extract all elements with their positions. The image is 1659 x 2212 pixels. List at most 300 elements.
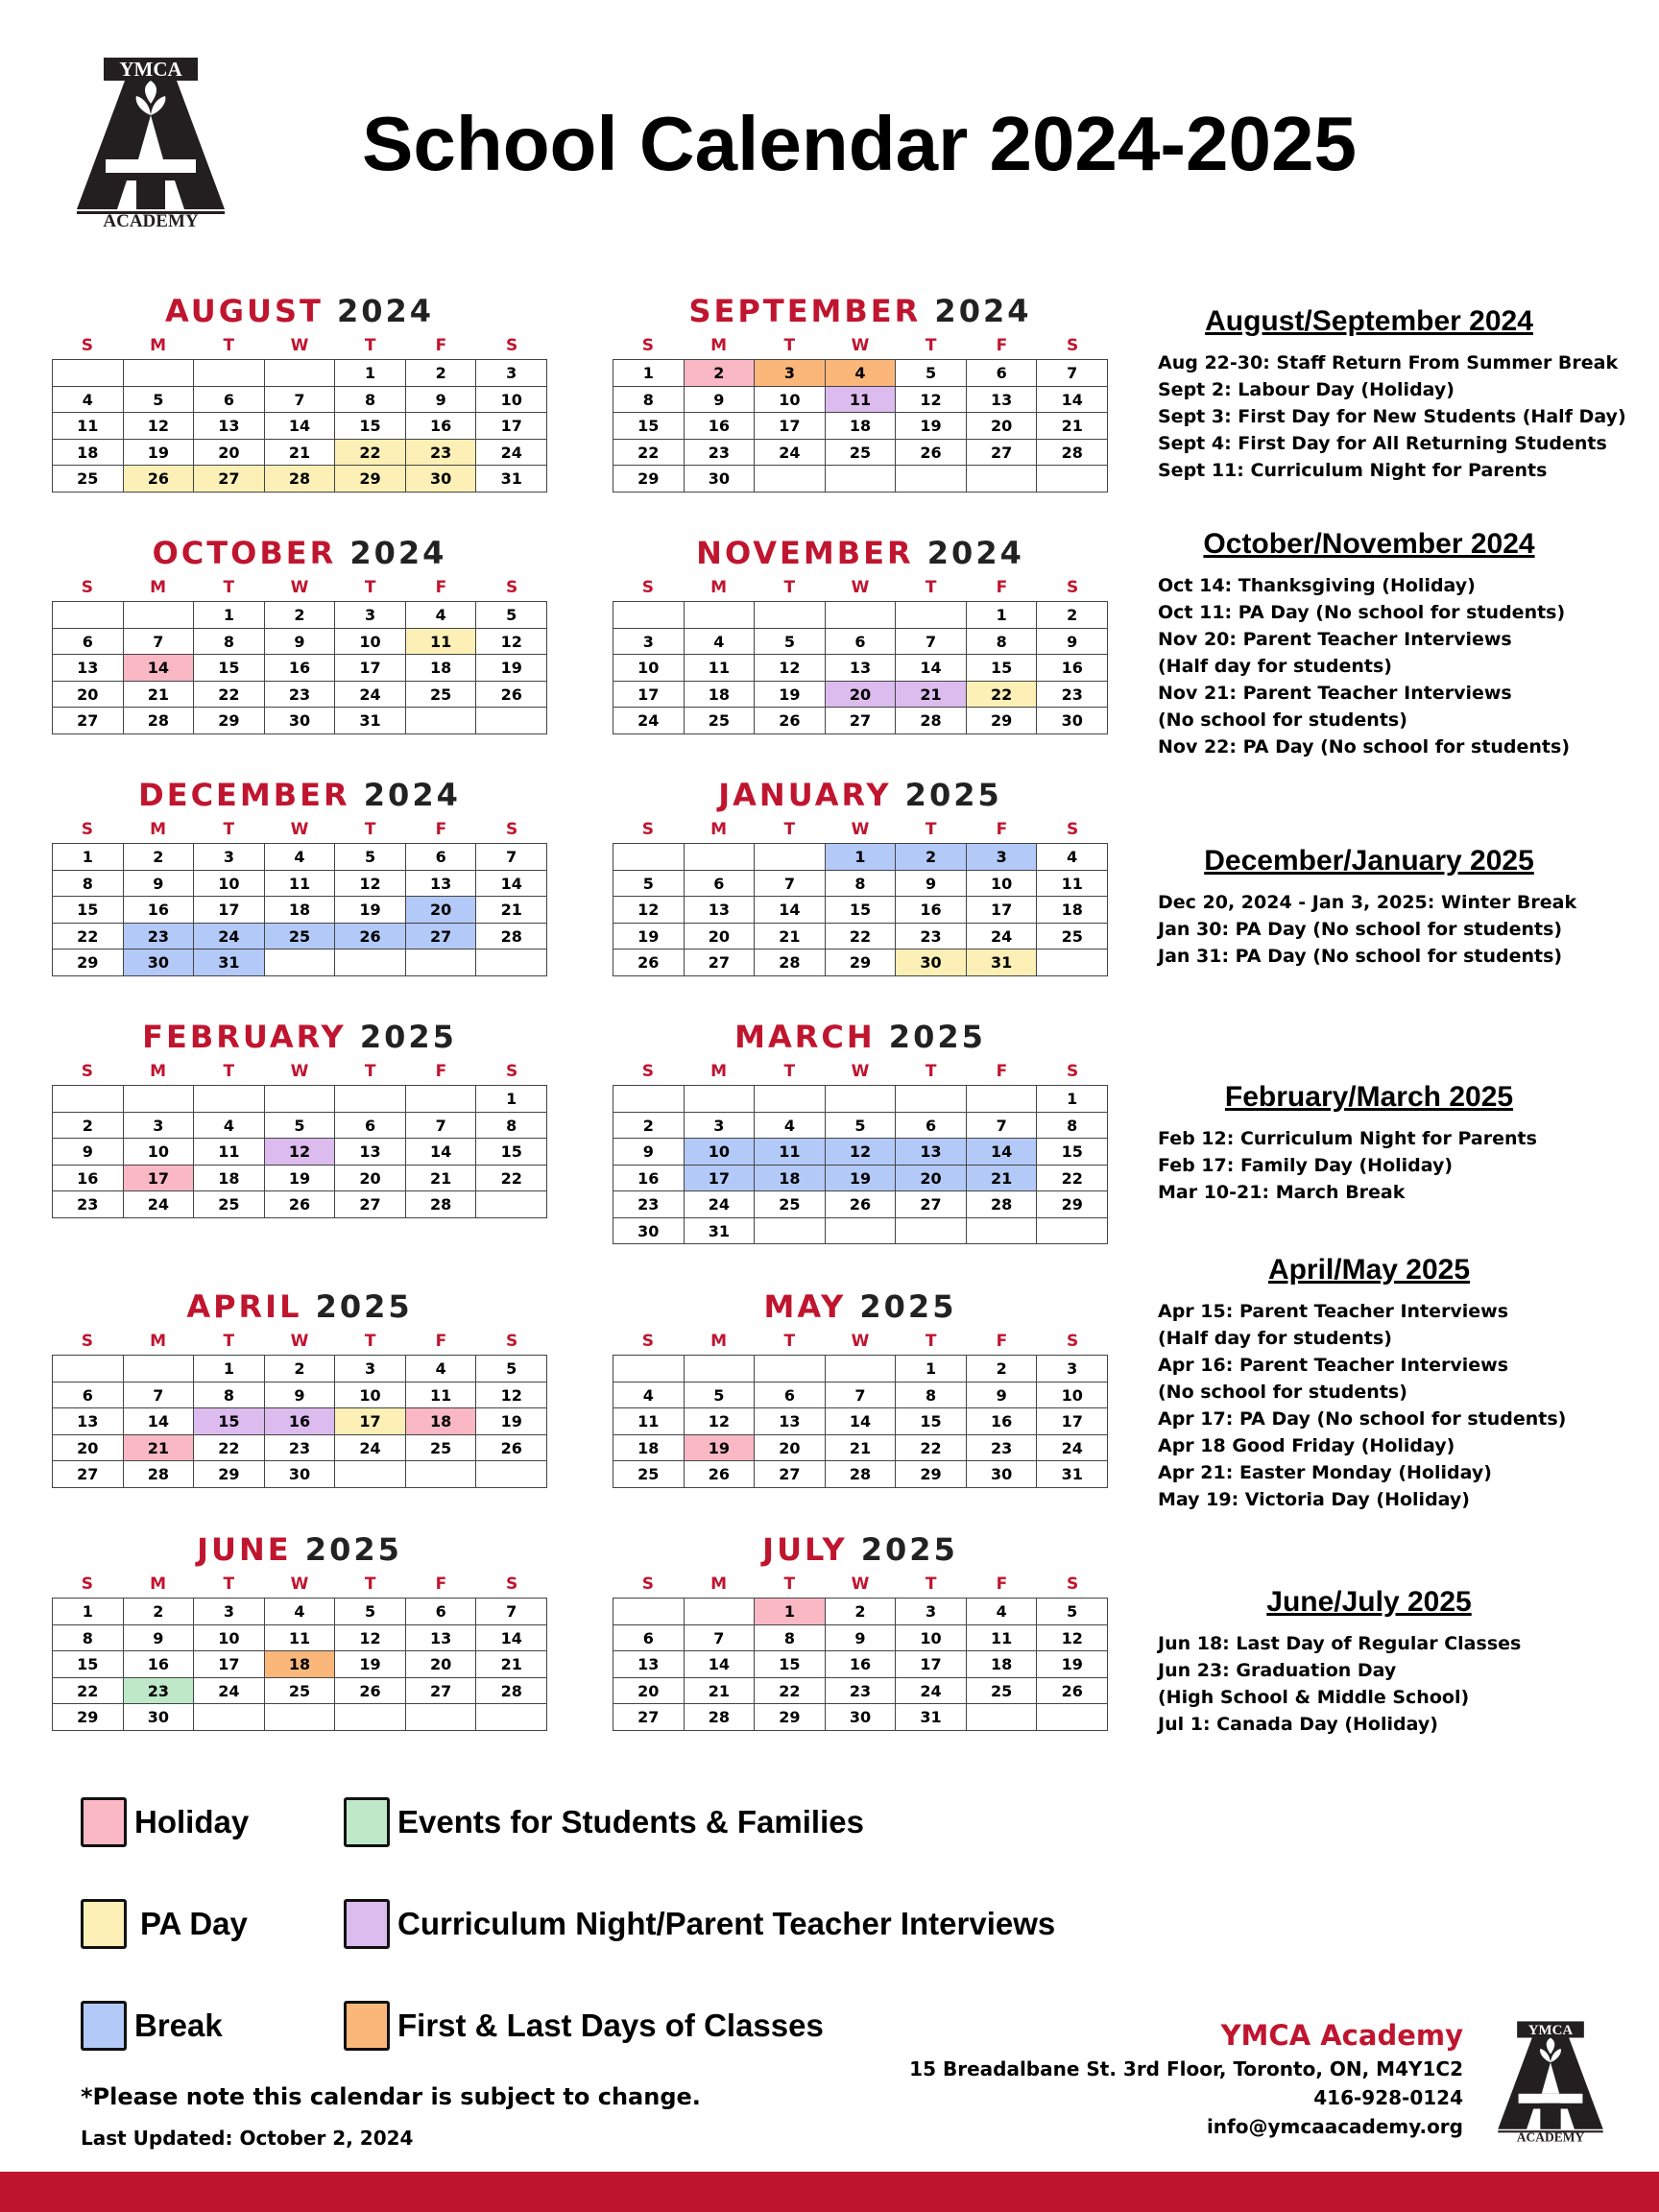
- day-cell: 10: [755, 387, 826, 414]
- legend-swatch: [81, 1899, 127, 1949]
- weekday-header: [52, 332, 547, 359]
- day-cell: 15: [613, 413, 685, 440]
- weekday-header: [52, 1058, 547, 1085]
- empty-cell: [826, 602, 897, 629]
- day-cell: 7: [476, 844, 547, 871]
- event-line: Nov 20: Parent Teacher Interviews: [1158, 629, 1512, 650]
- weekday-label: M: [150, 1062, 167, 1081]
- weekday-label: T: [364, 1575, 376, 1594]
- day-cell: 16: [53, 1166, 124, 1192]
- day-cell: 22: [896, 1435, 967, 1462]
- event-line: Oct 14: Thanksgiving (Holiday): [1158, 575, 1476, 596]
- weekday-header: [52, 574, 547, 601]
- day-cell: 26: [476, 682, 547, 709]
- day-cell: 17: [124, 1166, 195, 1192]
- weekday-label: W: [851, 1062, 870, 1081]
- event-line: Feb 12: Curriculum Night for Parents: [1158, 1128, 1537, 1149]
- day-cell: 27: [406, 1678, 477, 1705]
- day-cell: 16: [967, 1408, 1038, 1435]
- day-cell: 22: [476, 1166, 547, 1192]
- event-line: Apr 21: Easter Monday (Holiday): [1158, 1462, 1492, 1483]
- month-name: FEBRUARY: [142, 1019, 347, 1055]
- event-line: Jan 31: PA Day (No school for students): [1158, 946, 1563, 967]
- event-line: Jul 1: Canada Day (Holiday): [1158, 1714, 1438, 1735]
- weekday-label: F: [435, 1062, 447, 1081]
- day-cell: 10: [476, 387, 547, 414]
- day-cell: 21: [476, 1651, 547, 1678]
- empty-cell: [53, 1086, 124, 1113]
- day-cell: 26: [476, 1435, 547, 1462]
- day-cell: 20: [685, 924, 756, 950]
- month-year: 2024: [926, 535, 1024, 571]
- day-cell: 13: [335, 1139, 406, 1166]
- month-year: 2025: [315, 1288, 413, 1325]
- day-cell: 12: [335, 1625, 406, 1652]
- empty-cell: [613, 1599, 685, 1625]
- month-calendar-october: [52, 532, 547, 734]
- month-title: [613, 290, 1108, 332]
- weekday-label: W: [290, 578, 309, 597]
- day-cell: 23: [265, 682, 336, 709]
- weekday-label: F: [996, 1062, 1008, 1081]
- day-cell: 6: [967, 360, 1038, 387]
- day-cell: 20: [826, 682, 897, 709]
- day-cell: 12: [826, 1139, 897, 1166]
- empty-cell: [685, 1086, 756, 1113]
- email[interactable]: info@ymcaacademy.org: [1206, 2115, 1463, 2138]
- month-name: DECEMBER: [138, 777, 350, 813]
- month-year: 2024: [349, 535, 447, 571]
- day-cell: 4: [967, 1599, 1038, 1625]
- day-cell: 14: [476, 871, 547, 898]
- empty-cell: [265, 1704, 336, 1731]
- day-cell: 1: [335, 360, 406, 387]
- day-cell: 2: [53, 1113, 124, 1140]
- weekday-label: M: [710, 820, 728, 839]
- day-cell: 17: [896, 1651, 967, 1678]
- day-cell: 15: [1037, 1139, 1108, 1166]
- day-cell: 2: [613, 1113, 685, 1140]
- day-cell: 28: [1037, 440, 1108, 467]
- day-cell: 16: [613, 1166, 685, 1192]
- day-cell: 28: [896, 708, 967, 734]
- day-cell: 21: [124, 1435, 195, 1462]
- day-cell: 4: [194, 1113, 265, 1140]
- event-line: May 19: Victoria Day (Holiday): [1158, 1489, 1470, 1510]
- day-cell: 13: [406, 1625, 477, 1652]
- day-cell: 15: [896, 1408, 967, 1435]
- day-cell: 30: [826, 1704, 897, 1731]
- weekday-label: S: [1067, 336, 1079, 355]
- day-cell: 26: [335, 1678, 406, 1705]
- day-cell: 21: [406, 1166, 477, 1192]
- month-calendar-january: [613, 774, 1108, 976]
- day-cell: 22: [826, 924, 897, 950]
- weekday-label: F: [435, 1575, 447, 1594]
- weekday-label: S: [1067, 820, 1079, 839]
- day-cell: 25: [406, 682, 477, 709]
- day-cell: 1: [476, 1086, 547, 1113]
- day-cell: 22: [755, 1678, 826, 1705]
- day-cell: 14: [685, 1651, 756, 1678]
- day-cell: 15: [755, 1651, 826, 1678]
- event-line: Apr 15: Parent Teacher Interviews: [1158, 1301, 1509, 1322]
- month-name: JUNE: [197, 1531, 292, 1568]
- day-cell: 31: [967, 950, 1038, 976]
- day-grid: [613, 359, 1108, 493]
- day-cell: 21: [265, 440, 336, 467]
- weekday-label: T: [783, 336, 796, 355]
- day-cell: 18: [1037, 897, 1108, 924]
- day-cell: 27: [53, 1461, 124, 1488]
- day-cell: 27: [755, 1461, 826, 1488]
- empty-cell: [826, 1218, 897, 1245]
- day-cell: 11: [406, 1382, 477, 1409]
- page-title: School Calendar 2024-2025: [361, 101, 1358, 186]
- event-line: Sept 2: Labour Day (Holiday): [1158, 379, 1455, 400]
- month-calendar-may: [613, 1286, 1108, 1488]
- day-cell: 2: [896, 844, 967, 871]
- day-cell: 14: [476, 1625, 547, 1652]
- weekday-label: T: [223, 1332, 235, 1351]
- weekday-label: M: [150, 1575, 167, 1594]
- day-cell: 15: [194, 1408, 265, 1435]
- day-cell: 24: [335, 1435, 406, 1462]
- event-line: Sept 3: First Day for New Students (Half Day): [1158, 406, 1626, 427]
- weekday-label: W: [290, 820, 309, 839]
- disclaimer-note: *Please note this calendar is subject to change.: [81, 2083, 701, 2110]
- empty-cell: [1037, 1704, 1108, 1731]
- month-year: 2025: [904, 777, 1002, 813]
- day-cell: 19: [896, 413, 967, 440]
- weekday-label: F: [996, 820, 1008, 839]
- month-title: [613, 1016, 1108, 1058]
- day-cell: 28: [265, 466, 336, 493]
- day-cell: 18: [194, 1166, 265, 1192]
- event-line: (Half day for students): [1158, 656, 1392, 677]
- day-cell: 3: [335, 1356, 406, 1382]
- month-name: AUGUST: [164, 293, 324, 329]
- legend-swatch: [81, 1797, 127, 1847]
- day-cell: 25: [613, 1461, 685, 1488]
- month-calendar-february: [52, 1016, 547, 1218]
- weekday-label: W: [290, 1332, 309, 1351]
- empty-cell: [406, 950, 477, 976]
- day-cell: 27: [335, 1191, 406, 1218]
- section-title: June/July 2025: [1266, 1586, 1472, 1618]
- day-cell: 23: [685, 440, 756, 467]
- day-cell: 6: [53, 1382, 124, 1409]
- month-calendar-august: [52, 290, 547, 493]
- day-cell: 3: [194, 844, 265, 871]
- day-grid: [613, 1355, 1108, 1488]
- day-cell: 24: [685, 1191, 756, 1218]
- month-calendar-june: [52, 1528, 547, 1731]
- day-cell: 3: [124, 1113, 195, 1140]
- day-grid: [52, 359, 547, 493]
- event-line: Sept 11: Curriculum Night for Parents: [1158, 460, 1548, 481]
- day-cell: 29: [755, 1704, 826, 1731]
- day-cell: 1: [53, 1599, 124, 1625]
- day-cell: 10: [896, 1625, 967, 1652]
- empty-cell: [406, 1461, 477, 1488]
- empty-cell: [335, 950, 406, 976]
- weekday-header: [613, 332, 1108, 359]
- day-cell: 19: [335, 897, 406, 924]
- day-cell: 29: [967, 708, 1038, 734]
- day-cell: 23: [124, 924, 195, 950]
- logo-small-text-top: YMCA: [1527, 2022, 1574, 2038]
- weekday-label: S: [1067, 1575, 1079, 1594]
- month-calendar-november: [613, 532, 1108, 734]
- day-cell: 5: [613, 871, 685, 898]
- month-title: [613, 774, 1108, 816]
- day-cell: 9: [124, 1625, 195, 1652]
- weekday-label: S: [641, 1062, 654, 1081]
- day-cell: 26: [124, 466, 195, 493]
- day-cell: 8: [755, 1625, 826, 1652]
- weekday-label: M: [710, 1575, 728, 1594]
- day-cell: 16: [124, 1651, 195, 1678]
- day-cell: 20: [406, 897, 477, 924]
- day-cell: 16: [265, 1408, 336, 1435]
- day-cell: 5: [335, 844, 406, 871]
- day-cell: 8: [1037, 1113, 1108, 1140]
- empty-cell: [613, 1086, 685, 1113]
- day-cell: 8: [53, 1625, 124, 1652]
- day-cell: 11: [265, 1625, 336, 1652]
- day-grid: [613, 843, 1108, 976]
- day-cell: 25: [685, 708, 756, 734]
- empty-cell: [476, 1191, 547, 1218]
- day-cell: 22: [335, 440, 406, 467]
- day-cell: 29: [53, 1704, 124, 1731]
- weekday-label: T: [223, 1575, 235, 1594]
- day-cell: 10: [335, 1382, 406, 1409]
- day-cell: 14: [896, 655, 967, 682]
- month-name: OCTOBER: [152, 535, 337, 571]
- weekday-label: T: [925, 820, 937, 839]
- day-cell: 13: [406, 871, 477, 898]
- day-cell: 16: [826, 1651, 897, 1678]
- day-cell: 20: [335, 1166, 406, 1192]
- last-updated: Last Updated: October 2, 2024: [81, 2127, 414, 2150]
- day-cell: 24: [967, 924, 1038, 950]
- day-cell: 1: [826, 844, 897, 871]
- day-cell: 22: [967, 682, 1038, 709]
- day-cell: 12: [755, 655, 826, 682]
- legend-swatch: [344, 2001, 390, 2051]
- legend-pa-day: [81, 1899, 248, 1949]
- weekday-label: M: [710, 1062, 728, 1081]
- day-cell: 4: [265, 1599, 336, 1625]
- day-cell: 29: [53, 950, 124, 976]
- day-cell: 24: [194, 1678, 265, 1705]
- empty-cell: [685, 1599, 756, 1625]
- weekday-label: T: [783, 1575, 796, 1594]
- empty-cell: [685, 1356, 756, 1382]
- day-cell: 18: [967, 1651, 1038, 1678]
- day-cell: 1: [1037, 1086, 1108, 1113]
- day-cell: 28: [124, 1461, 195, 1488]
- day-cell: 20: [896, 1166, 967, 1192]
- month-title: [613, 1286, 1108, 1328]
- day-cell: 4: [755, 1113, 826, 1140]
- empty-cell: [896, 1218, 967, 1245]
- weekday-label: T: [925, 1575, 937, 1594]
- logo-text-bottom: ACADEMY: [103, 211, 199, 228]
- legend-label: PA Day: [140, 1906, 248, 1941]
- day-cell: 15: [335, 413, 406, 440]
- legend-holiday: [81, 1797, 249, 1847]
- weekday-label: T: [223, 578, 235, 597]
- day-cell: 31: [896, 1704, 967, 1731]
- day-cell: 27: [194, 466, 265, 493]
- day-cell: 3: [613, 629, 685, 656]
- day-cell: 12: [896, 387, 967, 414]
- event-line: Apr 18 Good Friday (Holiday): [1158, 1435, 1455, 1456]
- weekday-label: W: [290, 1575, 309, 1594]
- day-cell: 11: [826, 387, 897, 414]
- day-cell: 13: [896, 1139, 967, 1166]
- day-cell: 12: [613, 897, 685, 924]
- day-cell: 17: [1037, 1408, 1108, 1435]
- address: 15 Breadalbane St. 3rd Floor, Toronto, ON, M4Y1C2: [909, 2057, 1463, 2080]
- weekday-label: W: [851, 1332, 870, 1351]
- legend-curriculum: [344, 1899, 1055, 1949]
- month-title: [52, 774, 547, 816]
- section-lines: [1158, 349, 1626, 484]
- day-cell: 21: [826, 1435, 897, 1462]
- weekday-label: S: [1067, 1062, 1079, 1081]
- phone: 416-928-0124: [1313, 2086, 1463, 2109]
- day-cell: 19: [476, 655, 547, 682]
- day-cell: 16: [1037, 655, 1108, 682]
- month-year: 2025: [860, 1531, 958, 1568]
- weekday-label: S: [81, 1332, 93, 1351]
- day-cell: 24: [613, 708, 685, 734]
- day-cell: 3: [476, 360, 547, 387]
- weekday-label: M: [150, 336, 167, 355]
- weekday-label: F: [996, 1575, 1008, 1594]
- day-cell: 12: [265, 1139, 336, 1166]
- empty-cell: [967, 1086, 1038, 1113]
- empty-cell: [53, 360, 124, 387]
- day-cell: 3: [335, 602, 406, 629]
- day-cell: 13: [613, 1651, 685, 1678]
- day-cell: 29: [613, 466, 685, 493]
- day-cell: 20: [406, 1651, 477, 1678]
- day-cell: 9: [265, 629, 336, 656]
- day-cell: 5: [826, 1113, 897, 1140]
- month-name: JULY: [762, 1531, 848, 1568]
- day-cell: 11: [406, 629, 477, 656]
- weekday-label: F: [996, 578, 1008, 597]
- day-cell: 30: [124, 1704, 195, 1731]
- day-cell: 30: [685, 466, 756, 493]
- day-cell: 28: [476, 1678, 547, 1705]
- day-cell: 29: [335, 466, 406, 493]
- day-cell: 15: [476, 1139, 547, 1166]
- day-cell: 6: [755, 1382, 826, 1409]
- legend-label: Curriculum Night/Parent Teacher Interviews: [397, 1906, 1056, 1941]
- section-title: August/September 2024: [1205, 305, 1533, 337]
- month-year: 2024: [934, 293, 1032, 329]
- event-line: Apr 17: PA Day (No school for students): [1158, 1408, 1567, 1430]
- day-cell: 18: [755, 1166, 826, 1192]
- empty-cell: [476, 1704, 547, 1731]
- day-cell: 24: [896, 1678, 967, 1705]
- empty-cell: [826, 1356, 897, 1382]
- day-cell: 17: [335, 1408, 406, 1435]
- day-cell: 13: [755, 1408, 826, 1435]
- day-cell: 6: [53, 629, 124, 656]
- day-cell: 5: [476, 602, 547, 629]
- day-cell: 24: [124, 1191, 195, 1218]
- day-cell: 11: [265, 871, 336, 898]
- day-cell: 11: [685, 655, 756, 682]
- day-cell: 11: [613, 1408, 685, 1435]
- day-cell: 21: [476, 897, 547, 924]
- event-line: Jun 23: Graduation Day: [1158, 1660, 1397, 1681]
- empty-cell: [124, 1086, 195, 1113]
- day-cell: 8: [194, 629, 265, 656]
- month-title: [52, 1016, 547, 1058]
- weekday-label: W: [290, 1062, 309, 1081]
- day-cell: 7: [1037, 360, 1108, 387]
- day-cell: 26: [755, 708, 826, 734]
- day-grid: [613, 1085, 1108, 1244]
- day-cell: 22: [1037, 1166, 1108, 1192]
- month-calendar-april: [52, 1286, 547, 1488]
- day-cell: 1: [194, 1356, 265, 1382]
- day-cell: 2: [406, 360, 477, 387]
- day-cell: 26: [1037, 1678, 1108, 1705]
- day-cell: 5: [755, 629, 826, 656]
- month-year: 2025: [888, 1019, 986, 1055]
- month-title: [613, 532, 1108, 574]
- weekday-label: W: [851, 336, 870, 355]
- day-cell: 31: [194, 950, 265, 976]
- month-title: [613, 1528, 1108, 1571]
- day-cell: 9: [613, 1139, 685, 1166]
- day-cell: 15: [967, 655, 1038, 682]
- day-cell: 4: [406, 1356, 477, 1382]
- day-cell: 25: [826, 440, 897, 467]
- day-cell: 12: [476, 1382, 547, 1409]
- day-cell: 19: [265, 1166, 336, 1192]
- day-cell: 30: [406, 466, 477, 493]
- day-cell: 28: [406, 1191, 477, 1218]
- day-cell: 23: [124, 1678, 195, 1705]
- empty-cell: [53, 602, 124, 629]
- day-cell: 18: [265, 1651, 336, 1678]
- day-cell: 21: [1037, 413, 1108, 440]
- day-cell: 12: [1037, 1625, 1108, 1652]
- month-year: 2024: [363, 777, 461, 813]
- day-cell: 19: [755, 682, 826, 709]
- day-cell: 15: [53, 1651, 124, 1678]
- day-cell: 9: [53, 1139, 124, 1166]
- legend-label: Holiday: [134, 1804, 250, 1839]
- day-cell: 26: [613, 950, 685, 976]
- day-cell: 1: [896, 1356, 967, 1382]
- day-cell: 9: [826, 1625, 897, 1652]
- logo-small-text-bottom: ACADEMY: [1516, 2129, 1585, 2143]
- day-cell: 6: [685, 871, 756, 898]
- day-cell: 2: [1037, 602, 1108, 629]
- month-calendar-july: [613, 1528, 1108, 1731]
